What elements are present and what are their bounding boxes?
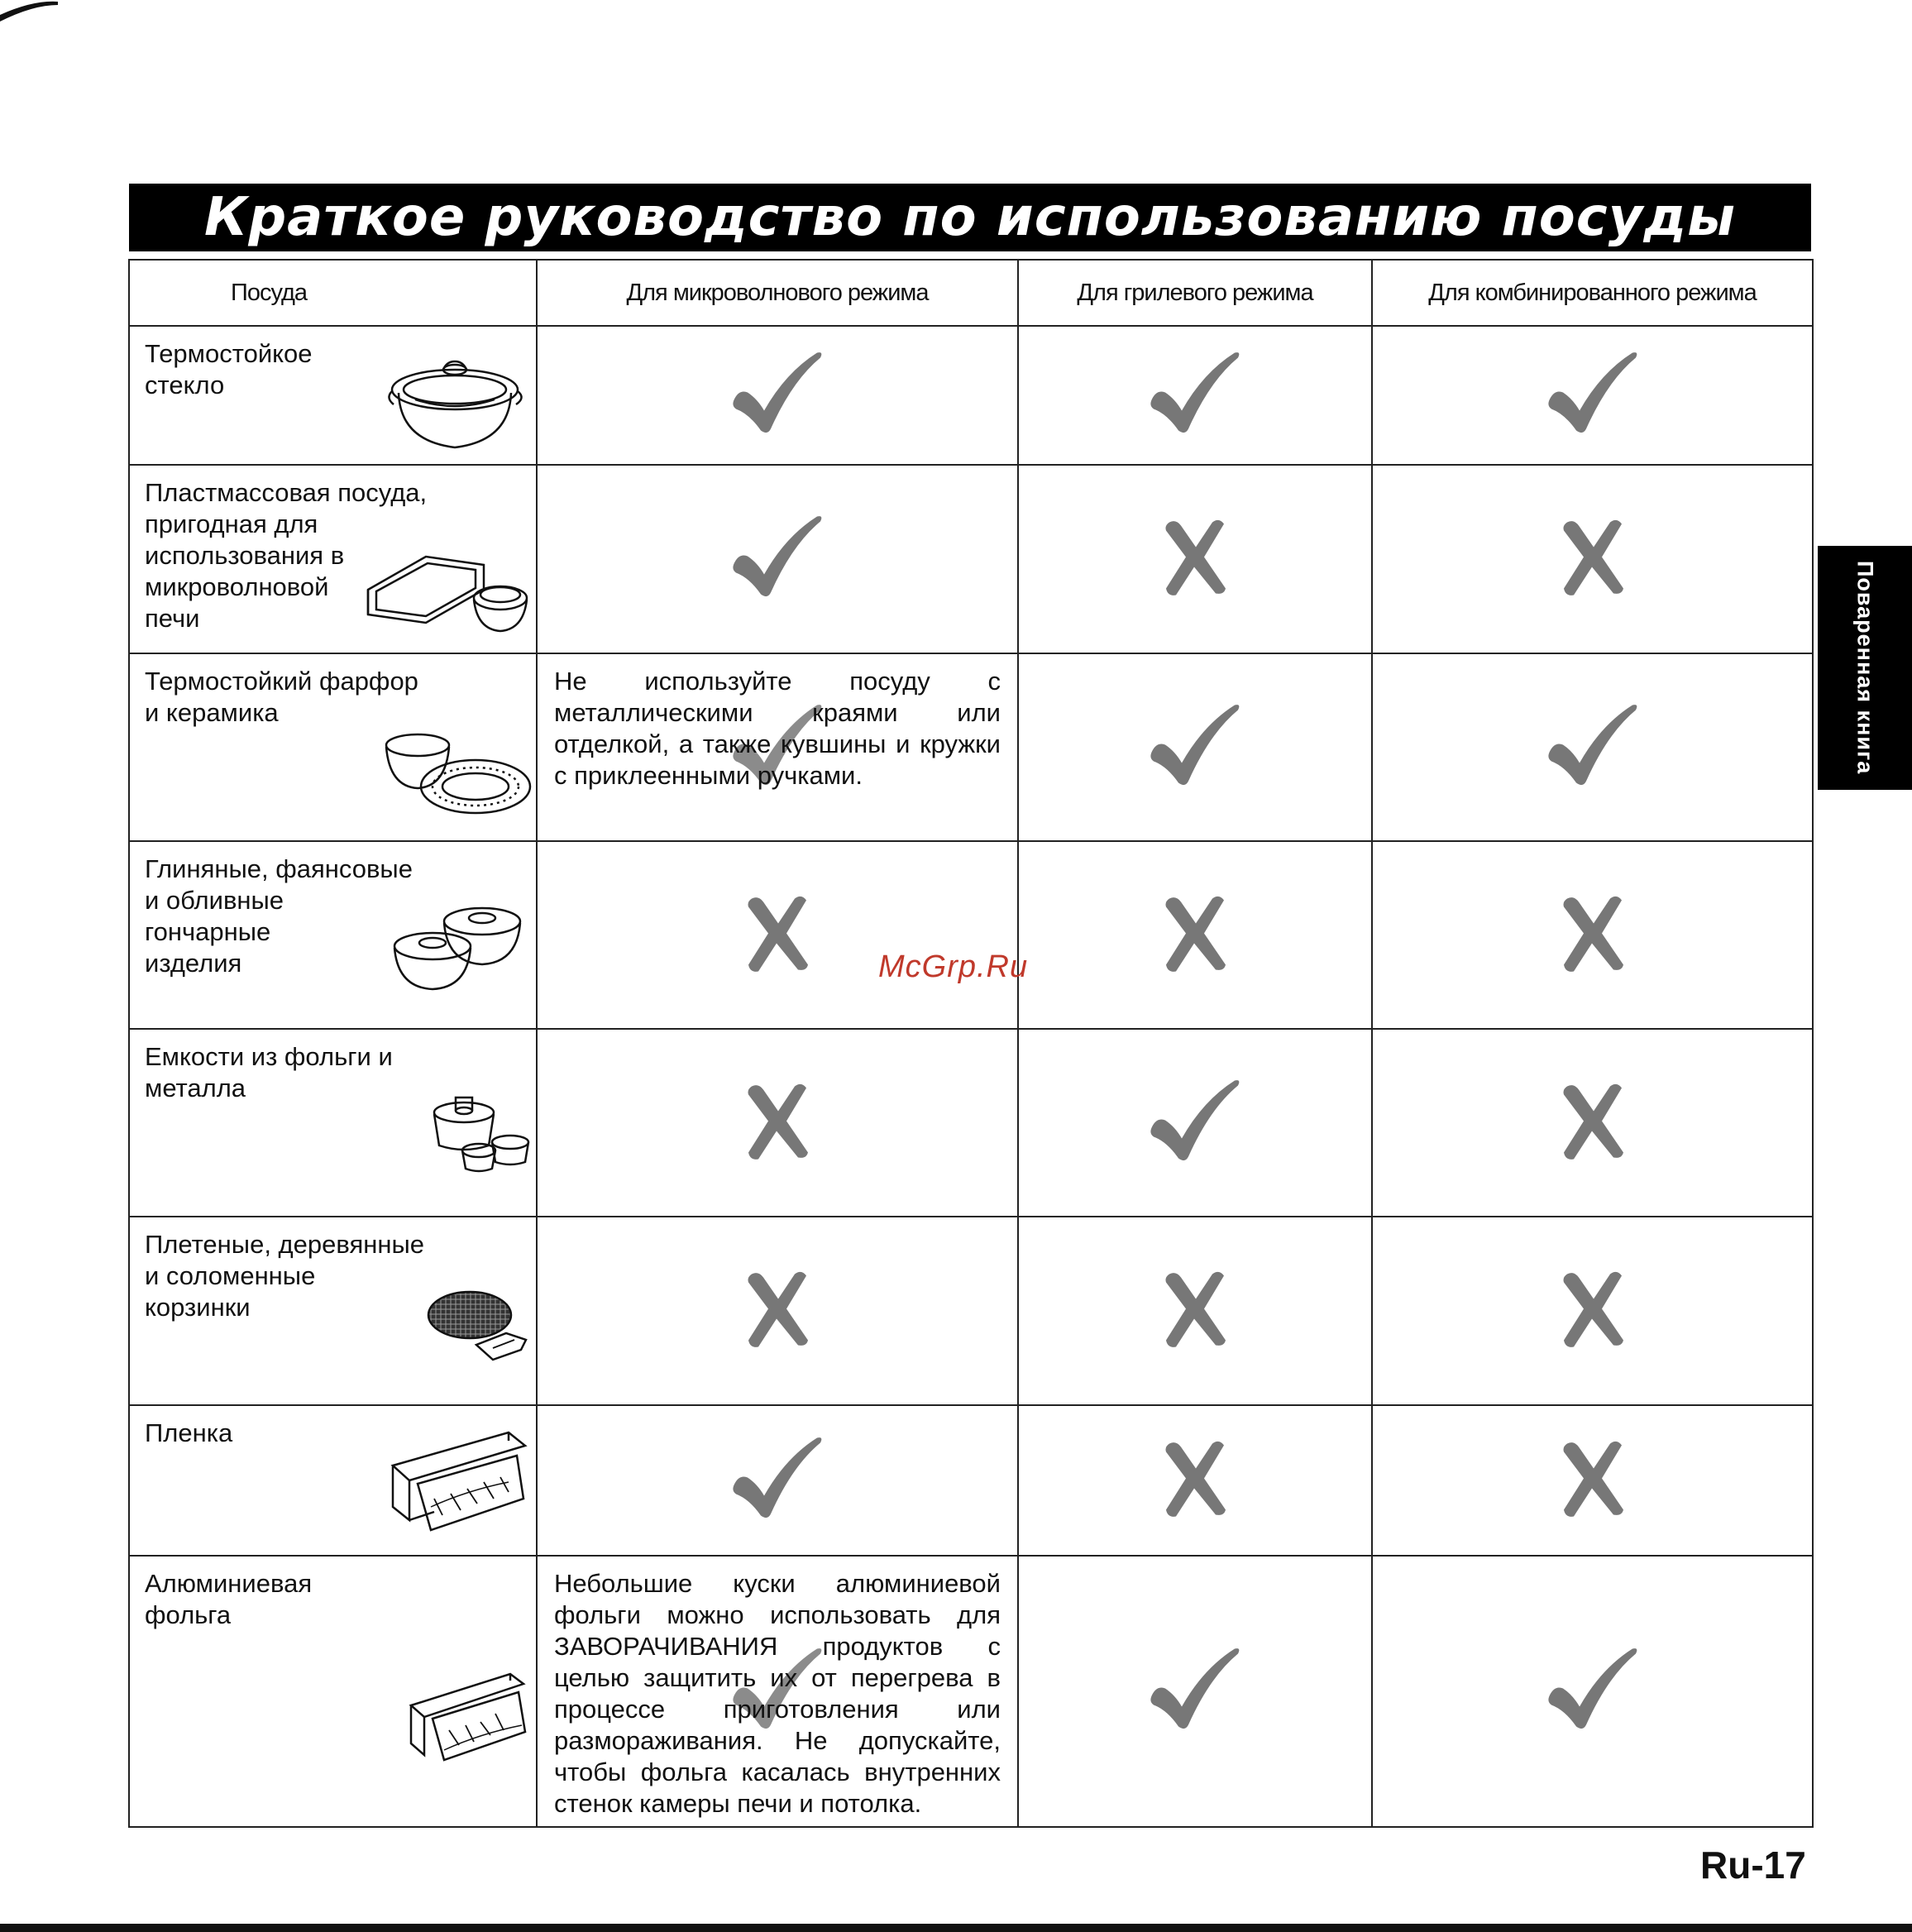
cross-mark-icon — [1556, 1079, 1630, 1166]
cross-mark-icon — [1158, 1437, 1232, 1524]
table-header-row — [129, 260, 1813, 326]
cross-mark-icon — [1158, 892, 1232, 978]
microwave-cell — [537, 465, 1018, 653]
table-row — [129, 1405, 1813, 1556]
check-mark-icon — [1543, 348, 1642, 443]
check-mark-icon — [728, 348, 827, 443]
item-cell — [129, 1405, 537, 1556]
item-name: Термостойкий фарфор и керамика — [145, 667, 418, 727]
cross-mark-icon — [1556, 516, 1630, 603]
check-mark-icon — [1543, 1644, 1642, 1739]
combi-cell — [1372, 1029, 1813, 1217]
aluminum-foil-box-icon — [403, 1664, 535, 1772]
clay-pots-icon — [386, 892, 535, 999]
combi-cell — [1372, 326, 1813, 465]
scan-edge-mark — [0, 0, 91, 33]
table-row — [129, 465, 1813, 653]
item-cell — [129, 653, 537, 841]
microwave-cell — [537, 1029, 1018, 1217]
table-row — [129, 841, 1813, 1029]
item-cell — [129, 1217, 537, 1405]
cross-mark-icon — [1158, 1268, 1232, 1355]
header-combi: Для комбинированного режима — [1372, 260, 1813, 326]
table-row — [129, 653, 1813, 841]
grill-cell — [1018, 841, 1372, 1029]
combi-cell — [1372, 841, 1813, 1029]
item-cell — [129, 1029, 537, 1217]
check-mark-icon — [728, 512, 827, 607]
microwave-note: Небольшие куски алюминиевой фольги можно использовать для ЗАВОРАЧИВАНИЯ продуктов с целью защитить их от перегрева в процессе приготовления или размораживания. Не допускайте, чтобы фольга касалась внутренних стенок камеры печи и потолка. — [554, 1569, 1001, 1818]
combi-cell — [1372, 465, 1813, 653]
grill-cell — [1018, 326, 1372, 465]
check-mark-icon — [1145, 348, 1245, 443]
grill-cell — [1018, 1405, 1372, 1556]
item-name: Алюминиевая фольга — [145, 1569, 313, 1629]
microwave-cell — [537, 1217, 1018, 1405]
side-tab-label: Поваренная книга — [1852, 561, 1878, 775]
cross-mark-icon — [1556, 1437, 1630, 1524]
check-mark-icon — [1145, 1644, 1245, 1739]
cross-mark-icon — [1556, 892, 1630, 978]
table-row — [129, 1217, 1813, 1405]
check-mark-icon — [728, 1433, 827, 1528]
cross-mark-icon — [740, 892, 815, 978]
cookware-guide-table — [128, 259, 1814, 1828]
combi-cell — [1372, 1217, 1813, 1405]
combi-cell — [1372, 653, 1813, 841]
section-side-tab — [1818, 546, 1912, 790]
header-dish: Посуда — [129, 260, 537, 326]
grill-cell — [1018, 1217, 1372, 1405]
grill-cell — [1018, 1029, 1372, 1217]
title-bar — [129, 184, 1811, 251]
scan-bottom-edge — [0, 1924, 1912, 1932]
plastic-containers-icon — [360, 540, 533, 639]
page-title: Краткое руководство по использованию посуды — [204, 187, 1736, 248]
table-row — [129, 1556, 1813, 1827]
page-number: Ru-17 — [1700, 1844, 1806, 1887]
item-name: Плетеные, деревянные и соломенные корзинки — [145, 1230, 425, 1322]
item-name: Пластмассовая посуда, пригодная для использования в микроволновой печи — [145, 478, 428, 633]
item-cell — [129, 1556, 537, 1827]
item-name: Пленка — [145, 1418, 233, 1447]
cross-mark-icon — [1158, 516, 1232, 603]
header-grill: Для грилевого режима — [1018, 260, 1372, 326]
microwave-cell — [537, 326, 1018, 465]
metal-molds-icon — [428, 1088, 535, 1179]
item-cell — [129, 841, 537, 1029]
grill-cell — [1018, 465, 1372, 653]
check-mark-icon — [1145, 1075, 1245, 1170]
item-name: Емкости из фольги и металла — [145, 1042, 393, 1102]
item-name: Термостойкое стекло — [145, 339, 313, 399]
table-row — [129, 326, 1813, 465]
table-row — [129, 1029, 1813, 1217]
item-name: Глиняные, фаянсовые и обливные гончарные изделия — [145, 854, 413, 978]
check-mark-icon — [1145, 700, 1245, 795]
grill-cell — [1018, 653, 1372, 841]
microwave-cell — [537, 1405, 1018, 1556]
combi-cell — [1372, 1556, 1813, 1827]
porcelain-bowl-plate-icon — [378, 720, 535, 828]
microwave-cell — [537, 841, 1018, 1029]
microwave-note: Не используйте посуду с металлическими краями или отделкой, а также кувшины и кружки с приклеенными ручками. — [554, 667, 1001, 790]
item-cell — [129, 465, 537, 653]
watermark: McGrp.Ru — [878, 949, 1029, 984]
combi-cell — [1372, 1405, 1813, 1556]
cross-mark-icon — [740, 1079, 815, 1166]
microwave-cell — [537, 1556, 1018, 1827]
cling-film-box-icon — [385, 1424, 533, 1540]
check-mark-icon — [1543, 700, 1642, 795]
cross-mark-icon — [740, 1268, 815, 1355]
header-microwave: Для микроволнового режима — [537, 260, 1018, 326]
cross-mark-icon — [1556, 1268, 1630, 1355]
wicker-basket-icon — [423, 1282, 535, 1365]
grill-cell — [1018, 1556, 1372, 1827]
item-cell — [129, 326, 537, 465]
microwave-cell — [537, 653, 1018, 841]
glass-casserole-icon — [382, 350, 531, 457]
